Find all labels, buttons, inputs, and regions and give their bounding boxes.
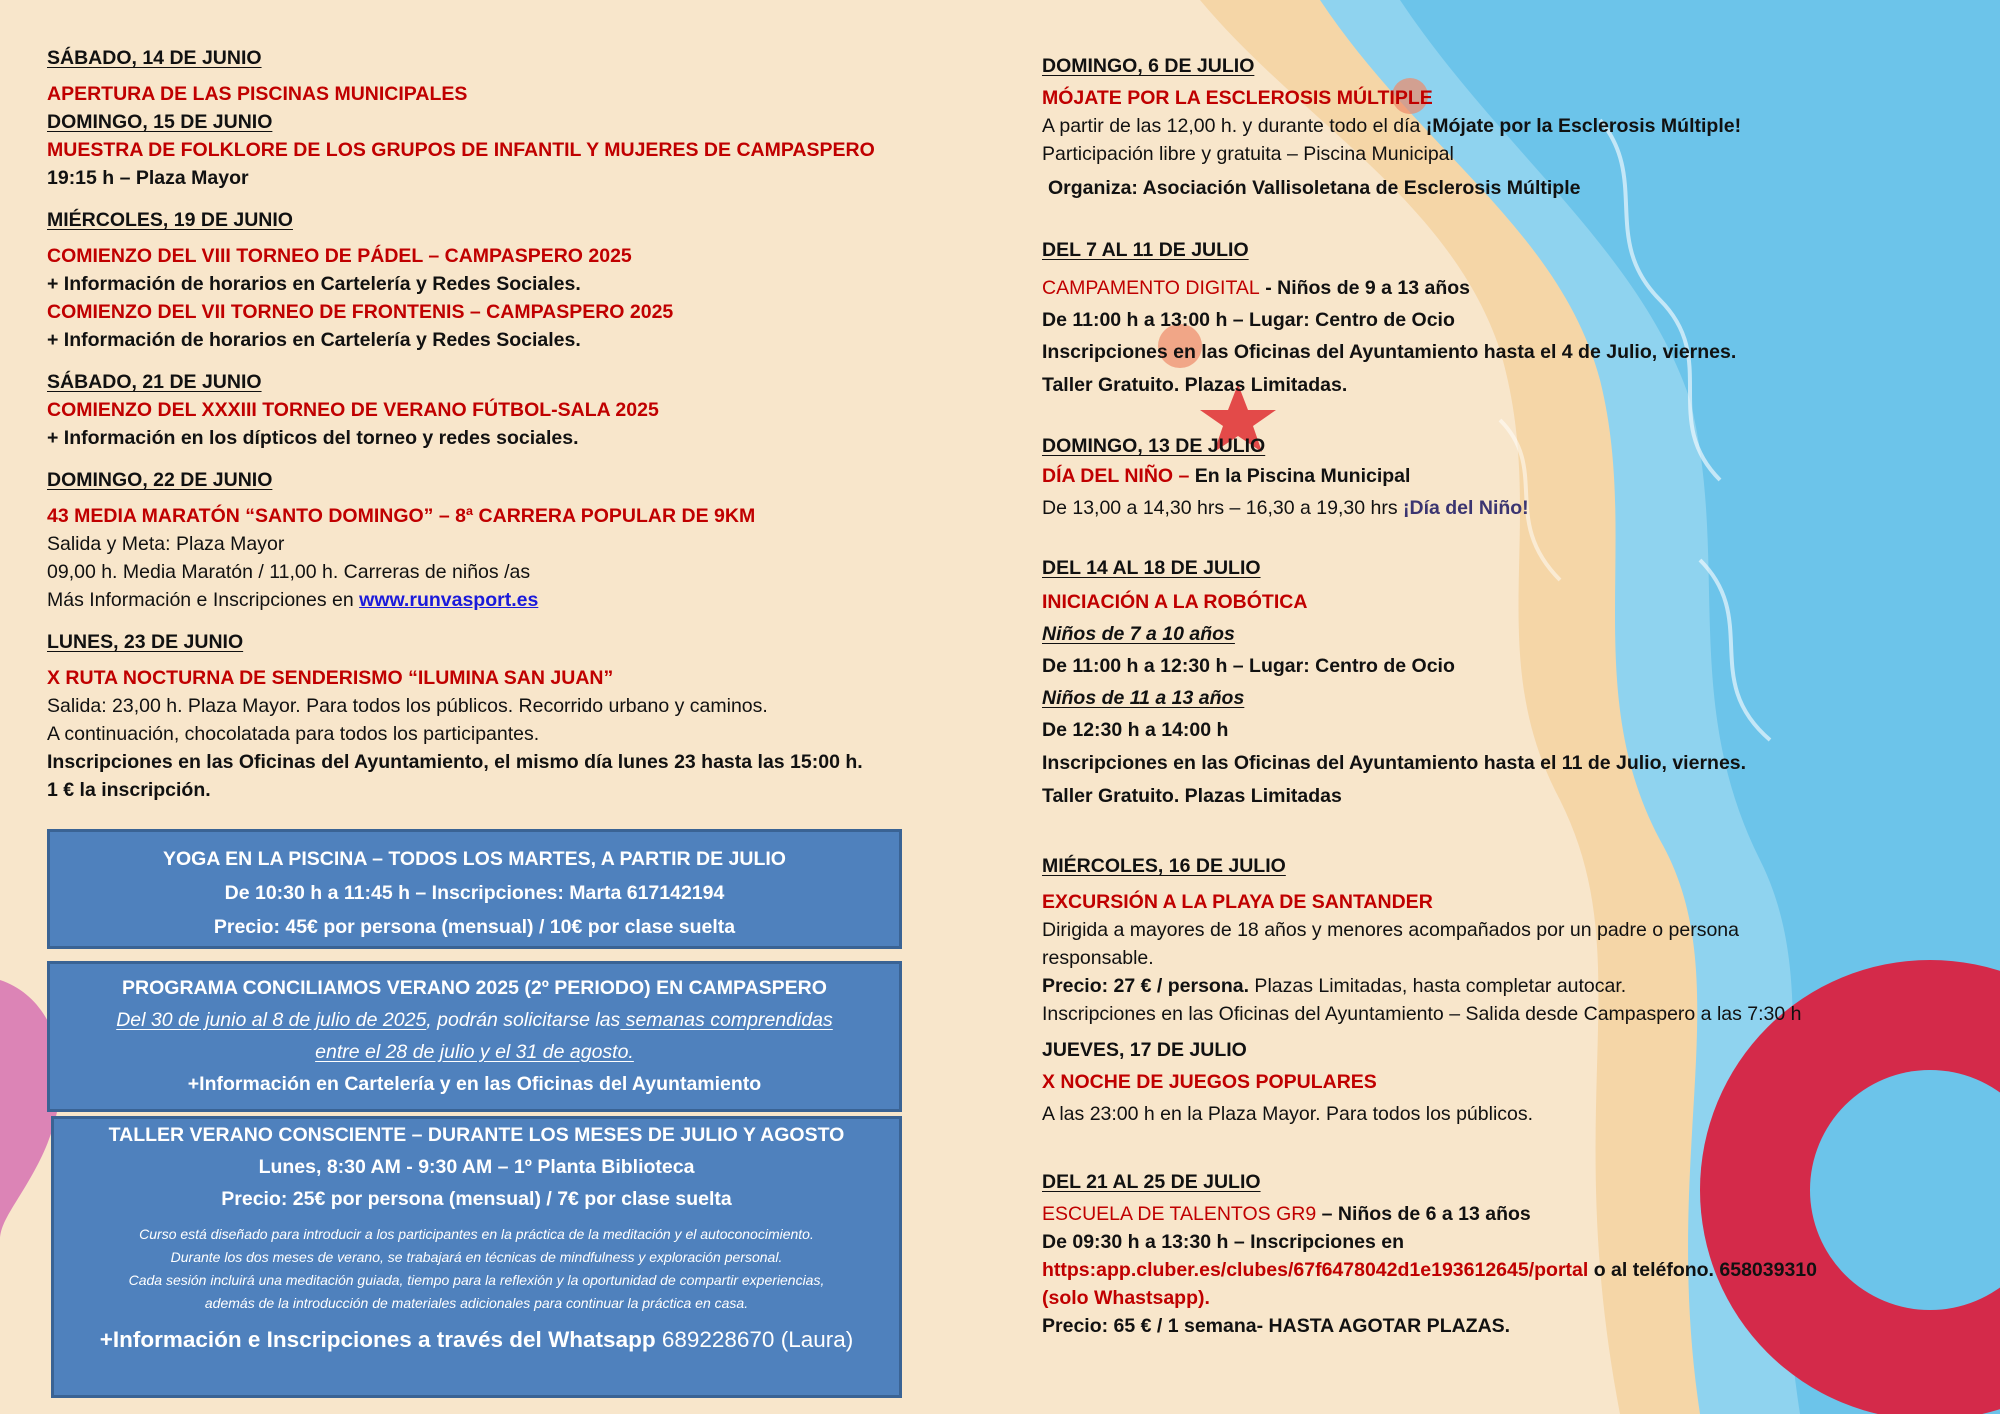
spacer [47, 656, 907, 664]
event-date: DOMINGO, 15 DE JUNIO [47, 111, 273, 133]
desc-line: Durante los dos meses de verano, se trabajará en técnicas de mindfulness y exploración personal. [170, 1249, 783, 1265]
spacer [1042, 812, 1982, 852]
spacer [47, 192, 907, 206]
event-line [1042, 1256, 1982, 1284]
box-description [54, 1223, 899, 1315]
event-jul17 [1042, 1036, 1982, 1128]
event-line: De 11:00 h a 12:30 h – Lugar: Centro de Ocio [1042, 655, 1455, 677]
event-line: De 09:30 h a 13:30 h – Inscripciones en [1042, 1231, 1404, 1253]
event-group: Niños de 11 a 13 años [1042, 687, 1245, 709]
event-title: EXCURSIÓN A LA PLAYA DE SANTANDER [1042, 891, 1433, 913]
event-phone: o al teléfono. 658039310 [1588, 1259, 1817, 1281]
cluber-link[interactable]: https:app.cluber.es/clubes/67f6478042d1e193612645/portal [1042, 1259, 1589, 1281]
event-jul14-18 [1042, 554, 1982, 812]
july-events-column [1042, 52, 1982, 1340]
event-line: Inscripciones en las Oficinas del Ayuntamiento, el mismo día lunes 23 hasta las 15:00 h. [47, 751, 863, 773]
spacer [1042, 402, 1982, 432]
event-title: X NOCHE DE JUEGOS POPULARES [1042, 1071, 1377, 1093]
event-date: MIÉRCOLES, 19 DE JUNIO [47, 209, 293, 231]
event-jun23 [47, 628, 907, 804]
event-jul13 [1042, 432, 1982, 524]
spacer [1042, 524, 1982, 554]
event-subtitle: En la Piscina Municipal [1194, 465, 1411, 487]
event-title: ESCUELA DE TALENTOS GR9 [1042, 1203, 1317, 1225]
spacer [47, 234, 907, 242]
event-line: De 11:00 h a 13:00 h – Lugar: Centro de Ocio [1042, 309, 1455, 331]
event-info: + Información de horarios en Cartelería y Redes Sociales. [47, 329, 581, 351]
contact-phone: 689228670 (Laura) [661, 1327, 854, 1352]
box-italic: entre el 28 de julio y el 31 de agosto. [315, 1041, 634, 1063]
event-jul16 [1042, 852, 1982, 1028]
event-info: 19:15 h – Plaza Mayor [47, 167, 249, 189]
event-info: + Información de horarios en Cartelería y Redes Sociales. [47, 273, 581, 295]
event-title-line [1042, 272, 1982, 304]
event-line: A las 23:00 h en la Plaza Mayor. Para todos los públicos. [1042, 1103, 1534, 1125]
event-line-text: De 13,00 a 14,30 hrs – 16,30 a 19,30 hrs [1042, 497, 1404, 519]
event-date: DOMINGO, 22 DE JUNIO [47, 469, 273, 491]
event-line-highlight: ¡Día del Niño! [1403, 497, 1529, 519]
spacer [1042, 1128, 1982, 1168]
event-title: COMIENZO DEL VIII TORNEO DE PÁDEL – CAMPASPERO 2025 [47, 245, 632, 267]
event-subtitle: - Niños de 9 a 13 años [1259, 277, 1471, 299]
spacer [47, 354, 907, 368]
event-jun14 [47, 44, 907, 108]
spacer [47, 494, 907, 502]
event-line: Precio: 65 € / 1 semana- HASTA AGOTAR PLAZAS. [1042, 1315, 1511, 1337]
event-jul6 [1042, 52, 1982, 202]
event-title: INICIACIÓN A LA ROBÓTICA [1042, 591, 1308, 613]
event-title: DÍA DEL NIÑO – [1042, 465, 1195, 487]
box-line: Lunes, 8:30 AM - 9:30 AM – 1º Planta Biblioteca [258, 1156, 695, 1178]
event-jun22 [47, 466, 907, 614]
spacer [1042, 880, 1982, 888]
event-line [1042, 112, 1982, 140]
event-price: Precio: 27 € / persona. [1042, 975, 1250, 997]
event-date: LUNES, 23 DE JUNIO [47, 631, 244, 653]
event-line-text: Plazas Limitadas, hasta completar autocar. [1249, 975, 1627, 997]
event-line: 1 € la inscripción. [47, 779, 211, 801]
desc-line: además de la introducción de materiales adicionales para continuar la práctica en casa. [204, 1295, 749, 1311]
event-line: De 12:30 h a 14:00 h [1042, 719, 1229, 741]
contact-text: +Información e Inscripciones a través del Whatsapp [99, 1327, 662, 1352]
event-title-line [1042, 1200, 1982, 1228]
box-line: TALLER VERANO CONSCIENTE – DURANTE LOS MESES DE JULIO Y AGOSTO [108, 1124, 845, 1146]
box-contact [54, 1323, 899, 1357]
event-line: Dirigida a mayores de 18 años y menores acompañados por un padre o persona [1042, 919, 1740, 941]
event-jun15 [47, 108, 907, 192]
event-date: MIÉRCOLES, 16 DE JULIO [1042, 855, 1286, 877]
spacer [1042, 202, 1982, 236]
event-line [1042, 492, 1982, 524]
event-title: CAMPAMENTO DIGITAL [1042, 277, 1260, 299]
event-line: A continuación, chocolatada para todos los participantes. [47, 723, 540, 745]
spacer [1042, 1028, 1982, 1036]
event-line [1042, 972, 1982, 1000]
event-line: Taller Gratuito. Plazas Limitadas [1042, 785, 1342, 807]
event-jun19 [47, 206, 907, 354]
event-date: DEL 7 AL 11 DE JULIO [1042, 239, 1249, 261]
event-title: APERTURA DE LAS PISCINAS MUNICIPALES [47, 83, 468, 105]
event-jun21 [47, 368, 907, 452]
box-line: YOGA EN LA PISCINA – TODOS LOS MARTES, A PARTIR DE JULIO [163, 848, 786, 870]
event-line: Participación libre y gratuita – Piscina Municipal [1042, 143, 1454, 165]
desc-line: Curso está diseñado para introducir a los participantes en la práctica de la meditación y el autoconocimiento. [139, 1226, 814, 1242]
event-title: COMIENZO DEL XXXIII TORNEO DE VERANO FÚTBOL-SALA 2025 [47, 399, 659, 421]
event-line-text: Más Información e Inscripciones en [47, 589, 360, 611]
event-line [47, 586, 907, 614]
event-line-text: A partir de las 12,00 h. y durante todo el día [1042, 115, 1426, 137]
spacer [1042, 264, 1982, 272]
event-line: Inscripciones en las Oficinas del Ayuntamiento – Salida desde Campaspero a las 7:30 h [1042, 1003, 1802, 1025]
event-title: MUESTRA DE FOLKLORE DE LOS GRUPOS DE INFANTIL Y MUJERES DE CAMPASPERO [47, 139, 875, 161]
event-date: JUEVES, 17 DE JULIO [1042, 1039, 1247, 1061]
event-title: COMIENZO DEL VII TORNEO DE FRONTENIS – CAMPASPERO 2025 [47, 301, 674, 323]
box-line: Precio: 45€ por persona (mensual) / 10€ por clase suelta [213, 916, 736, 938]
event-line: responsable. [1042, 947, 1154, 969]
event-line: Salida y Meta: Plaza Mayor [47, 533, 285, 555]
event-line: Inscripciones en las Oficinas del Ayuntamiento hasta el 4 de Julio, viernes. [1042, 341, 1737, 363]
spacer [47, 452, 907, 466]
event-line: 09,00 h. Media Maratón / 11,00 h. Carreras de niños /as [47, 561, 531, 583]
yoga-box [47, 829, 902, 949]
box-italic: semanas comprendidas [620, 1009, 833, 1031]
event-title: MÓJATE POR LA ESCLEROSIS MÚLTIPLE [1042, 87, 1433, 109]
box-italic: , podrán solicitarse las [426, 1009, 621, 1031]
event-date: DOMINGO, 6 DE JULIO [1042, 55, 1255, 77]
box-line: +Información en Cartelería y en las Oficinas del Ayuntamiento [187, 1073, 762, 1095]
event-info: + Información en los dípticos del torneo y redes sociales. [47, 427, 579, 449]
event-date: DEL 14 AL 18 DE JULIO [1042, 557, 1261, 579]
june-events-column [47, 44, 907, 804]
spacer [47, 614, 907, 628]
event-line: Inscripciones en las Oficinas del Ayuntamiento hasta el 11 de Julio, viernes. [1042, 752, 1747, 774]
event-title: 43 MEDIA MARATÓN “SANTO DOMINGO” – 8ª CARRERA POPULAR DE 9KM [47, 505, 756, 527]
taller-box [51, 1116, 902, 1398]
event-date: SÁBADO, 21 DE JUNIO [47, 371, 262, 393]
event-date: DOMINGO, 13 DE JULIO [1042, 435, 1266, 457]
event-line: (solo Whastsapp). [1042, 1287, 1210, 1309]
event-jul21-25 [1042, 1168, 1982, 1340]
box-line: De 10:30 h a 11:45 h – Inscripciones: Marta 617142194 [224, 882, 725, 904]
box-line [50, 1036, 899, 1068]
event-title-line [1042, 460, 1982, 492]
box-line [50, 1004, 899, 1036]
event-title: X RUTA NOCTURNA DE SENDERISMO “ILUMINA SAN JUAN” [47, 667, 614, 689]
event-date: SÁBADO, 14 DE JUNIO [47, 47, 262, 69]
runvasport-link[interactable]: www.runvasport.es [359, 589, 539, 611]
box-line: Precio: 25€ por persona (mensual) / 7€ por clase suelta [221, 1188, 732, 1210]
event-line: Salida: 23,00 h. Plaza Mayor. Para todos los públicos. Recorrido urbano y caminos. [47, 695, 768, 717]
event-line-bold: ¡Mójate por la Esclerosis Múltiple! [1425, 115, 1742, 137]
desc-line: Cada sesión incluirá una meditación guiada, tiempo para la reflexión y la oportunidad de compartir experiencias, [128, 1272, 825, 1288]
event-line: Taller Gratuito. Plazas Limitadas. [1042, 374, 1348, 396]
event-subtitle: – Niños de 6 a 13 años [1316, 1203, 1531, 1225]
event-line: Organiza: Asociación Vallisoletana de Esclerosis Múltiple [1048, 177, 1581, 199]
box-italic: Del 30 de junio al 8 de julio de 2025 [116, 1009, 427, 1031]
event-group: Niños de 7 a 10 años [1042, 623, 1235, 645]
event-date: DEL 21 AL 25 DE JULIO [1042, 1171, 1261, 1193]
event-jul7-11 [1042, 236, 1982, 402]
spacer [47, 72, 907, 80]
box-line: PROGRAMA CONCILIAMOS VERANO 2025 (2º PERIODO) EN CAMPASPERO [122, 977, 827, 999]
conciliamos-box [47, 961, 902, 1112]
